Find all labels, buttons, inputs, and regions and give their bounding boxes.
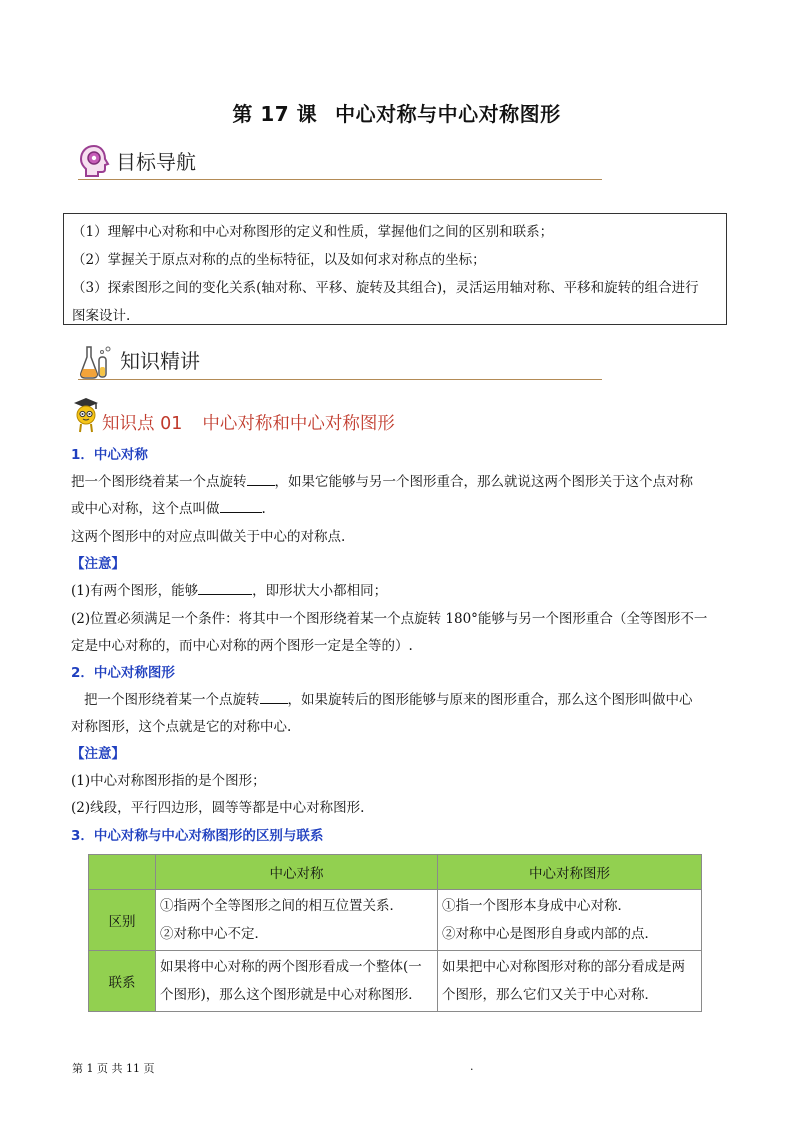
- fill-blank: [198, 582, 252, 595]
- paragraph-line: 定是中心对称的，而中心对称的两个图形一定是全等的）.: [71, 638, 413, 654]
- lesson-topic: 中心对称与中心对称图形: [335, 102, 561, 126]
- note-heading: 【注意】: [71, 556, 125, 572]
- paragraph-line: (2)线段，平行四边形，圆等等都是中心对称图形.: [71, 800, 365, 816]
- section-knowledge-header: [78, 343, 608, 377]
- table-row-header: 联系: [89, 951, 156, 1012]
- section-knowledge-label: 知识精讲: [120, 349, 200, 373]
- heading-central-symmetric-figure: 2．中心对称图形: [71, 665, 175, 681]
- comparison-table: [88, 854, 702, 1012]
- cell-line: 如果把中心对称图形对称的部分看成是两: [442, 959, 685, 975]
- fill-blank: [260, 691, 288, 704]
- table-col-header: 中心对称图形: [438, 855, 702, 890]
- table-row: [89, 951, 702, 1012]
- fill-blank: [247, 473, 275, 486]
- fill-blank: [220, 500, 262, 513]
- flask-icon: [78, 343, 114, 379]
- paragraph-line: [71, 496, 731, 523]
- table-row-header: 区别: [89, 890, 156, 951]
- table-cell: [156, 951, 438, 1012]
- heading-central-symmetry: 1．中心对称: [71, 447, 148, 463]
- note-heading: 【注意】: [71, 746, 125, 762]
- text-segment: ，如果旋转后的图形能够与原来的图形重合，那么这个图形叫做中心: [287, 692, 693, 708]
- footer-dot: .: [470, 1060, 474, 1073]
- heading-difference-relation: 3．中心对称与中心对称图形的区别与联系: [71, 828, 324, 844]
- head-gear-icon: [78, 144, 110, 178]
- cell-line: ①指一个图形本身成中心对称．: [442, 898, 631, 914]
- paragraph-line: 这两个图形中的对应点叫做关于中心的对称点.: [71, 529, 346, 545]
- table-cell: [438, 951, 702, 1012]
- goal-item: （2）掌握关于原点对称的点的坐标特征，以及如何求对称点的坐标；: [72, 252, 486, 268]
- table-corner: [89, 855, 156, 890]
- text-segment: 或中心对称，这个点叫做: [71, 501, 220, 517]
- paragraph-line: [71, 578, 731, 605]
- cell-line: ②对称中心不定．: [160, 926, 268, 942]
- table-cell: [438, 890, 702, 951]
- kp-number: 知识点 01: [102, 414, 183, 434]
- lesson-number: 第 17 课: [232, 102, 318, 126]
- paragraph-line: (1)中心对称图形指的是个图形；: [71, 773, 266, 789]
- paragraph-line: 对称图形，这个点就是它的对称中心.: [71, 719, 292, 735]
- cell-line: 个图形)，那么这个图形就是中心对称图形．: [160, 987, 422, 1003]
- table-header-row: [89, 855, 702, 890]
- paragraph-line: (2)位置必须满足一个条件：将其中一个图形绕着某一个点旋转 180°能够与另一个图形重合（全等图形不一: [71, 611, 708, 627]
- table-cell: [156, 890, 438, 951]
- paragraph-line: [71, 469, 731, 496]
- table-row: [89, 890, 702, 951]
- page-number: 第 1 页 共 11 页: [72, 1062, 155, 1075]
- goal-item: 图案设计.: [72, 308, 131, 324]
- cell-line: ②对称中心是图形自身或内部的点．: [442, 926, 658, 942]
- section-goal-rule: [78, 179, 602, 180]
- cell-line: 个图形，那么它们又关于中心对称．: [442, 987, 658, 1003]
- text-segment: (1)有两个图形，能够: [71, 583, 199, 599]
- cell-line: 如果将中心对称的两个图形看成一个整体(一: [160, 959, 422, 975]
- text-segment: 把一个图形绕着某一个点旋转: [71, 474, 247, 490]
- section-goal-header: [78, 144, 608, 178]
- goals-box: [63, 213, 727, 325]
- section-knowledge-rule: [78, 379, 602, 380]
- text-segment: 把一个图形绕着某一个点旋转: [84, 692, 260, 708]
- paragraph-line: [84, 687, 734, 714]
- text-segment: .: [261, 501, 266, 517]
- goal-item: （3）探索图形之间的变化关系(轴对称、平移、旋转及其组合)，灵活运用轴对称、平移和旋转的组合进行: [72, 280, 699, 296]
- cell-line: ①指两个全等图形之间的相互位置关系．: [160, 898, 403, 914]
- text-segment: ，即形状大小都相同；: [252, 583, 388, 599]
- table-col-header: 中心对称: [156, 855, 438, 890]
- mascot-graduate-icon: [70, 395, 102, 435]
- page-title: [0, 98, 793, 127]
- text-segment: ，如果它能够与另一个图形重合，那么就说这两个图形关于这个点对称: [274, 474, 693, 490]
- section-goal-label: 目标导航: [116, 150, 196, 174]
- knowledge-point-title: [102, 410, 395, 435]
- kp-name: 中心对称和中心对称图形: [202, 414, 395, 434]
- goal-item: （1）理解中心对称和中心对称图形的定义和性质，掌握他们之间的区别和联系；: [72, 224, 554, 240]
